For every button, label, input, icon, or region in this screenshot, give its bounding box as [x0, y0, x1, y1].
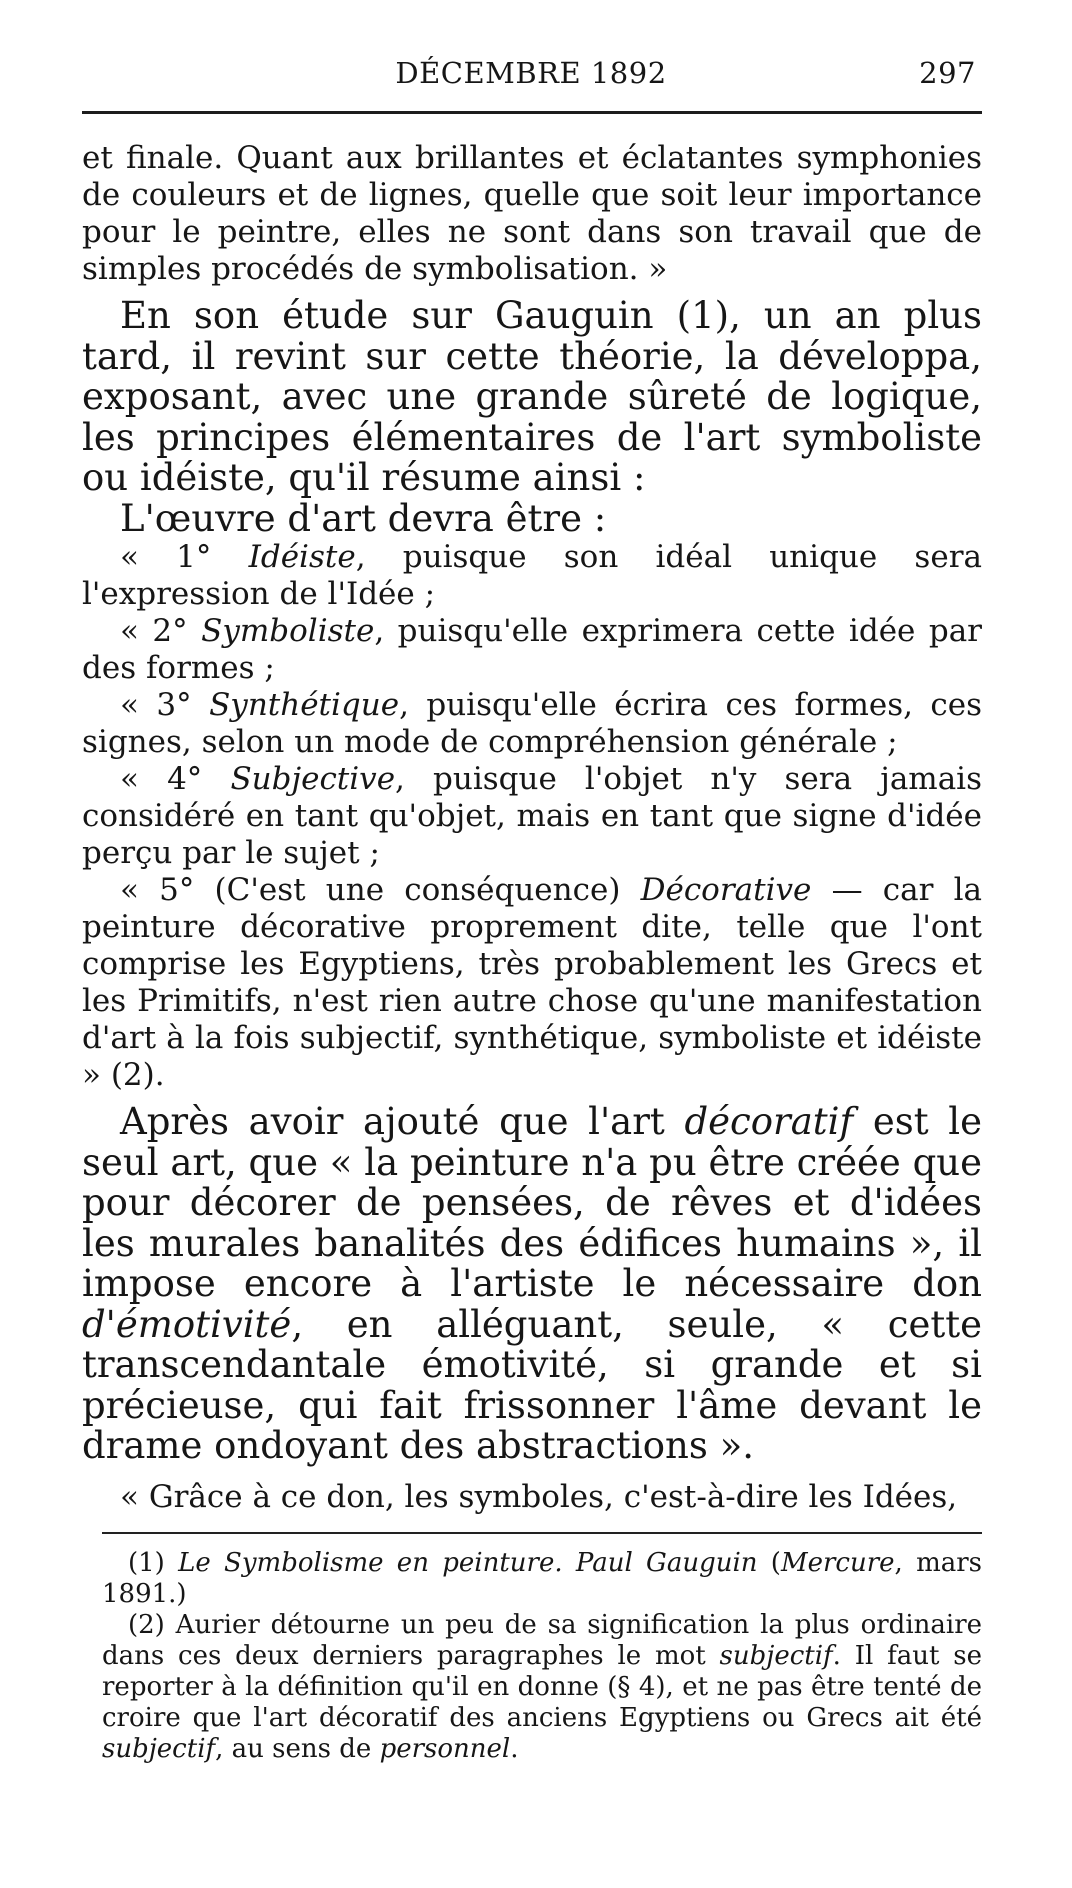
list-lead: « 2° — [120, 613, 202, 649]
body-paragraph-1: En son étude sur Gauguin (1), un an plus tard, il revint sur cette théorie, la développa, exposant, avec une grande sûreté de logique, les principes élémentaires de l'art symboliste ou idéiste, qu'il résume ainsi : — [82, 294, 982, 499]
list-text: — car la peinture décorative proprement dite, telle que l'ont comprise les Egyptiens, très probablement les Grecs et les Primitifs, n'est rien autre chose qu'une manifestation d'art à la fois subjectif, synthétique, symboliste et idéiste » (2). — [82, 872, 983, 1093]
quote-paragraph: et finale. Quant aux brillantes et éclatantes symphonies de couleurs et de lignes, quelle que soit leur importance pour le peintre, elles ne sont dans son travail que de simples procédés de symbolisation. » — [82, 140, 982, 287]
list-item-1 — [82, 539, 982, 613]
header-title: DÉCEMBRE 1892 — [395, 56, 667, 90]
list-lead: « 5° (C'est une conséquence) — [120, 872, 641, 908]
header-rule — [82, 111, 982, 114]
list-lead: « 4° — [120, 761, 231, 797]
list-term: Symboliste — [201, 613, 375, 649]
list-lead: « 3° — [120, 687, 210, 723]
footnotes — [102, 1548, 982, 1765]
list-term: Synthétique — [209, 687, 400, 723]
list-term: Idéiste — [248, 539, 356, 575]
body-paragraph-3: Après avoir ajouté que l'art décoratif est le seul art, que « la peinture n'a pu être créée que pour décorer de pensées, de rêves et d'idées les murales banalités des édifices humains », il impose encore à l'artiste le nécessaire don d'émotivité, en alléguant, seule, « cette transcendantale émotivité, si grande et si précieuse, qui fait frissonner l'âme devant le drame ondoyant des abstractions ». — [82, 1100, 982, 1467]
running-header — [86, 56, 976, 96]
list-lead: « 1° — [120, 539, 249, 575]
list-term: Décorative — [640, 872, 812, 908]
list-item-5 — [82, 872, 982, 1094]
list-text: , puisqu'elle exprimera cette idée par des formes ; — [82, 613, 982, 686]
body-paragraph-2: L'œuvre d'art devra être : — [120, 496, 607, 540]
list-item-4 — [82, 761, 982, 872]
list-text: , puisque l'objet n'y sera jamais considéré en tant qu'objet, mais en tant que signe d'idée perçu par le sujet ; — [82, 761, 982, 871]
quote-continuation: « Grâce à ce don, les symboles, c'est-à-dire les Idées, — [120, 1478, 958, 1515]
page-number: 297 — [919, 56, 976, 90]
list-text: , puisqu'elle écrira ces formes, ces signes, selon un mode de compréhension générale ; — [82, 687, 983, 760]
page-body — [82, 140, 982, 1516]
footnote-rule — [102, 1532, 982, 1534]
list-text: , puisque son idéal unique sera l'expression de l'Idée ; — [82, 539, 982, 612]
list-term: Subjective — [230, 761, 396, 797]
footnote-1: (1) Le Symbolisme en peinture. Paul Gauguin (Mercure, mars 1891.) — [102, 1548, 982, 1609]
list-item-2 — [82, 613, 982, 687]
footnote-2: (2) Aurier détourne un peu de sa signification la plus ordinaire dans ces deux derniers paragraphes le mot subjectif. Il faut se reporter à la définition qu'il en donne (§ 4), et ne pas être tenté de croire que l'art décoratif des anciens Egyptiens ou Grecs ait été subjectif, au sens de personnel. — [102, 1610, 983, 1764]
list-item-3 — [82, 687, 982, 761]
